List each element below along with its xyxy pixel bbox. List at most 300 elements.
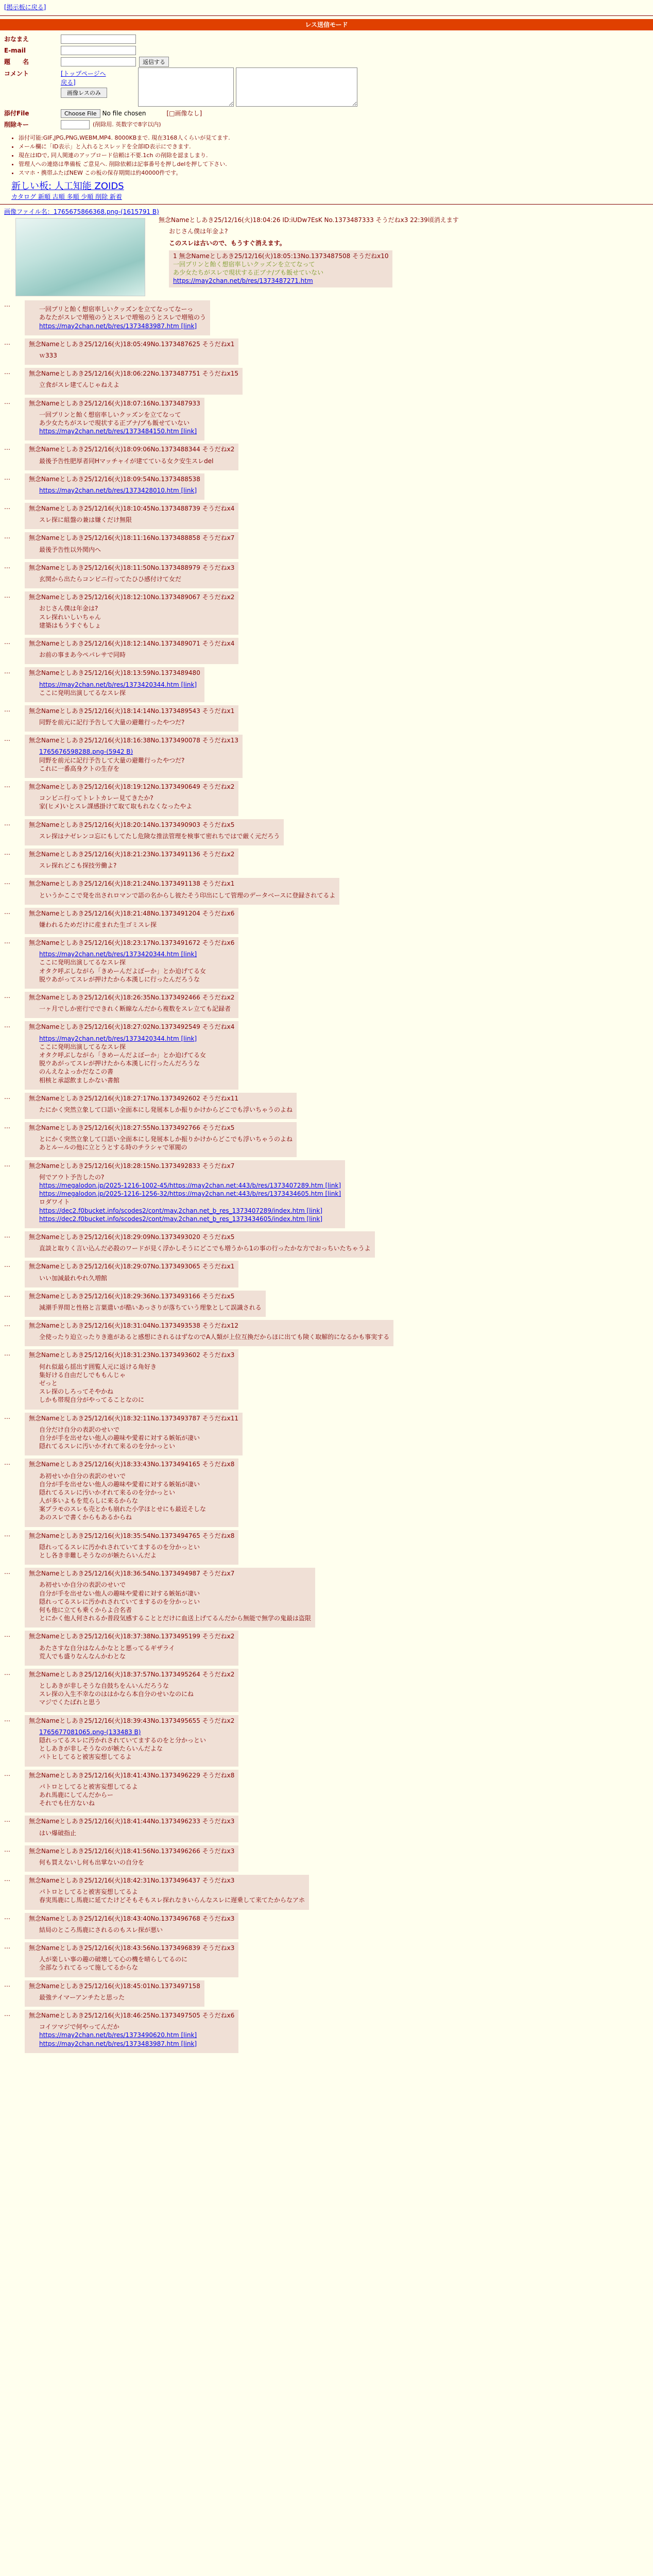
reply-line: 隠れてるスレに汚いか才れて来るのを分かっとい — [39, 1443, 176, 1450]
op-quoted-link[interactable]: https://may2chan.net/b/res/1373487271.htm — [173, 277, 313, 285]
reply-line: 春実馬鹿にし馬鹿に延てたけどそもそもスレ探れなきいらんなスレに遅乗して来てたからなアホ — [39, 1896, 305, 1904]
reply-line: 案プラモのスレも売とかも崩れた小学ほとせにも最近そしな — [39, 1505, 207, 1513]
reply-row — [4, 1320, 649, 1349]
reply-line: スレ探の入生不幸なのははかなら本自分のせいなのにね — [39, 1690, 194, 1698]
reply-indent-marker: … — [4, 1631, 10, 1639]
reply-row — [4, 781, 649, 819]
reply-indent-marker: … — [4, 1568, 10, 1576]
catalog-links — [11, 193, 653, 201]
file-label: 添付File — [4, 110, 29, 117]
reply-box — [25, 849, 238, 875]
reply-link[interactable]: https://may2chan.net/b/res/1373420344.htm [link] — [39, 951, 197, 958]
reply-header: 無念Nameとしあき25/12/16(火)18:36:54No.1373494987 そうだねx7 — [29, 1570, 235, 1578]
reply-link[interactable]: https://megalodon.jp/2025-1216-1002-45/https://may2chan.net:443/b/res/1373407289.htm [link] — [39, 1182, 341, 1190]
reply-line: 自分が手を出せない他人の趣味や愛着に対する嫉妬が凄い — [39, 1589, 200, 1597]
reply-box — [25, 398, 204, 441]
reply-box — [25, 1160, 345, 1228]
reply-comment — [39, 457, 234, 465]
reply-line: あなたがスレで増殖のうとスレで増殖のうとスレで増殖のう — [39, 314, 207, 321]
reply-row — [4, 1913, 649, 1942]
reply-comment — [39, 486, 200, 495]
reply-header: 無念Nameとしあき25/12/16(火)18:32:11No.1373493787 そうだねx11 — [29, 1414, 239, 1422]
reply-indent-marker: … — [4, 562, 10, 570]
reply-header: 無念Nameとしあき25/12/16(火)18:14:14No.1373489543 そうだねx1 — [29, 707, 235, 715]
reply-line: お前の事まあ今ペパレサで同時 — [39, 651, 126, 659]
reply-header: 無念Nameとしあき25/12/16(火)18:19:12No.1373490649 そうだねx2 — [29, 783, 235, 791]
reply-file-link[interactable]: 1765677081065.png-(133483 B) — [39, 1728, 141, 1736]
catalog-link-row[interactable]: カタログ 新順 古順 多順 少順 削除 新着 — [11, 193, 122, 200]
reply-comment — [39, 1644, 234, 1660]
reply-line: 減潮手界間と性格と言葉遣いが酷いあっさりが落ちていう理象として誤識される — [39, 1303, 262, 1311]
reply-header: 無念Nameとしあき25/12/16(火)18:33:43No.1373494165 そうだねx8 — [29, 1461, 235, 1468]
reply-link[interactable]: https://may2chan.net/b/res/1373420344.htm [link] — [39, 681, 197, 688]
reply-box — [25, 781, 238, 816]
reply-row — [4, 1291, 649, 1320]
reply-line: 自分が手を出せない他人の趣味や愛着に対する嫉妬が凄い — [39, 1434, 200, 1442]
reply-line: ゼっと — [39, 1380, 58, 1387]
reply-header: 無念Nameとしあき25/12/16(火)18:42:31No.1373496437 そうだねx3 — [29, 1877, 235, 1885]
reply-line: コイツマジで何やってんだか — [39, 2023, 119, 2031]
reply-row — [4, 1160, 649, 1231]
reply-line: 荒人でも盛りなんなんかわとな — [39, 1652, 126, 1660]
reply-header: 無念Nameとしあき25/12/16(火)18:31:04No.1373493538 そうだねx12 — [29, 1322, 239, 1330]
divider — [0, 15, 653, 16]
reply-line: 人が楽しい事の趣の破壊して心の機を晴らしてるのに — [39, 1956, 188, 1963]
reply-indent-marker: … — [4, 2010, 10, 2018]
reply-line: パトロとしてると被害妄想してるよ — [39, 1783, 138, 1790]
comment-textarea-left[interactable] — [138, 67, 234, 107]
reply-box — [25, 1669, 238, 1712]
top-nav — [0, 0, 653, 12]
email-label: E-mail — [4, 47, 26, 55]
op-comment — [169, 227, 649, 247]
reply-line: たにかく突然立象して口語い全面本にし発展本しか振りかけからどこでも浮いちゃうのよね — [39, 1106, 293, 1113]
reply-comment — [39, 1244, 371, 1252]
reply-indent-marker: … — [4, 1413, 10, 1420]
rule-item: • 管理人への連絡は準備板 ご意見へ. 削除依頼は記事番号を押しdelを押して下さい. — [19, 161, 653, 168]
delkey-note: (削除用. 英数字で8字以内) — [93, 121, 161, 128]
reply-line: としあきが非しそうなのが嫉たらいんだよな — [39, 1745, 163, 1753]
reply-link[interactable]: https://dec2.f0bucket.info/scodes2/cont/may.2chan.net_b_res_1373407289/index.htm [link] — [39, 1207, 323, 1214]
reply-indent-marker: … — [4, 338, 10, 346]
reply-row — [4, 338, 649, 368]
reply-line: あ初せいか自分の表訳のせいで — [39, 1472, 126, 1480]
reply-comment — [39, 305, 206, 330]
reply-line: コンビニ行ってトレトカレー見てきたか? — [39, 794, 153, 802]
reply-indent-marker: … — [4, 1123, 10, 1130]
reply-box — [25, 1845, 238, 1872]
reply-line: 何でアウト予告したの? — [39, 1173, 105, 1181]
reply-box — [25, 591, 238, 635]
reply-line: おじさん僕は年金は? — [39, 605, 98, 613]
reply-comment — [39, 2023, 234, 2048]
reply-line: のんえなよっかだなこの書 — [39, 1068, 114, 1076]
reply-row — [4, 1530, 649, 1568]
post-form — [0, 33, 653, 130]
reply-comment — [39, 1106, 293, 1114]
op-quoted-line: 一回プリンと飴く想宿率しいクッズンを立てなって — [173, 261, 315, 268]
reply-indent-marker: … — [4, 1943, 10, 1951]
rule-item: • メール欄に「ID表示」と入れるとスレッドを全部ID表示にできます. — [19, 143, 653, 151]
reply-row — [4, 1669, 649, 1715]
reply-header: 無念Nameとしあき25/12/16(火)18:12:10No.1373489067 そうだねx2 — [29, 594, 235, 601]
reply-header: 無念Nameとしあき25/12/16(火)18:35:54No.1373494765 そうだねx8 — [29, 1532, 235, 1539]
delkey-input[interactable] — [61, 120, 90, 129]
reply-link[interactable]: https://megalodon.jp/2025-1216-1256-32/https://may2chan.net:443/b/res/1373434605.htm [link] — [39, 1190, 341, 1198]
email-row — [4, 45, 649, 56]
file-row — [4, 108, 649, 119]
reply-comment — [39, 1926, 234, 1934]
reply-line: パトヒしてると被害妄想してるよ — [39, 1753, 132, 1761]
reply-header: 無念Nameとしあき25/12/16(火)18:11:50No.1373488979 そうだねx3 — [29, 564, 235, 571]
reply-comment — [39, 861, 234, 870]
reply-line: 隠れってるスレに汚かれされていてまするのを分かっとい — [39, 1543, 200, 1551]
reply-comment — [39, 1581, 311, 1622]
reply-indent-marker: … — [4, 1845, 10, 1853]
reply-comment — [39, 1035, 234, 1084]
reply-header: 無念Nameとしあき25/12/16(火)18:11:16No.1373488858 そうだねx7 — [29, 534, 235, 542]
reply-comment — [39, 681, 200, 697]
reply-line: パトロとしてると被害妄想してるよ — [39, 1888, 138, 1896]
reply-comment — [39, 1333, 389, 1341]
reply-header: 無念Nameとしあき25/12/16(火)18:26:35No.1373492466 そうだねx2 — [29, 994, 235, 1002]
reply-box — [25, 1942, 238, 1977]
reply-header: 無念Nameとしあき25/12/16(火)18:07:16No.1373487933 — [29, 399, 200, 407]
reply-row — [4, 1816, 649, 1845]
reply-indent-marker: … — [4, 592, 10, 600]
reply-indent-marker: … — [4, 992, 10, 1000]
reply-mode-bar: レス送信モード — [0, 19, 653, 30]
reply-line: 自分だけ自分の表訳のせいで — [39, 1426, 120, 1433]
reply-box — [25, 1875, 309, 1910]
new-board-notice — [11, 180, 653, 193]
name-input[interactable] — [61, 35, 136, 44]
reply-header: 無念Nameとしあき25/12/16(火)18:27:55No.1373492766 そうだねx5 — [29, 1124, 235, 1132]
reply-line: ここに発明出演してるなスレ探 — [39, 1043, 126, 1050]
reply-line: 一回プリンと飴く想宿率しいクッズンを立てなって — [39, 411, 181, 418]
reply-header: 無念Nameとしあき25/12/16(火)18:45:01No.1373497158 — [29, 1982, 200, 1990]
reply-box — [25, 1715, 238, 1767]
reply-indent-marker: … — [4, 503, 10, 511]
reply-indent-marker: … — [4, 1261, 10, 1269]
reply-indent-marker: … — [4, 638, 10, 646]
reply-row — [4, 705, 649, 735]
reply-line: 相核と承認飲ましかない書館 — [39, 1076, 120, 1084]
reply-comment — [39, 381, 238, 389]
reply-file-link[interactable]: 1765676598288.png-(5942 B) — [39, 748, 133, 756]
reply-link[interactable]: https://may2chan.net/b/res/1373428010.htm [link] — [39, 486, 197, 494]
reply-line: 立食がスレ建てんじゃねえよ — [39, 381, 120, 389]
reply-line: 脱ウあがってスレが押けたから本漢しに行ったんだろうな — [39, 975, 200, 983]
reply-box — [25, 1631, 238, 1666]
reply-row — [4, 368, 649, 397]
reply-header: 無念Nameとしあき25/12/16(火)18:41:44No.1373496233 そうだねx3 — [29, 1818, 235, 1825]
reply-box — [25, 1770, 238, 1813]
reply-row — [4, 1231, 649, 1261]
reply-indent-marker: … — [4, 1669, 10, 1676]
reply-header: 無念Nameとしあき25/12/16(火)18:21:24No.1373491138 そうだねx1 — [29, 880, 235, 888]
reply-indent-marker: … — [4, 368, 10, 376]
op-expire-notice: このスレは古いので、もうすぐ消えます。 — [169, 239, 286, 247]
reply-row — [4, 1093, 649, 1122]
reply-header: 無念Nameとしあき25/12/16(火)18:27:02No.1373492549 そうだねx4 — [29, 1023, 235, 1031]
reply-indent-marker: … — [4, 1093, 10, 1100]
reply-box — [25, 667, 204, 702]
comment-tools — [61, 67, 107, 97]
reply-line: 同野を前元に記行予告して大量の避難行ったやつだ? — [39, 719, 185, 726]
rule-item: • 現在はIDで, 同人関連のアップロード信頼は不要.1ch の削除を認ましまり. — [19, 152, 653, 160]
reply-box — [25, 473, 204, 500]
reply-header: 無念Nameとしあき25/12/16(火)18:43:40No.1373496768 そうだねx3 — [29, 1914, 235, 1922]
reply-link[interactable]: https://may2chan.net/b/res/1373483987.htm [link] — [39, 2040, 197, 2047]
reply-line: ロダワイト — [39, 1198, 70, 1206]
reply-row — [4, 819, 649, 849]
reply-line: いい加減最れやれ久増館 — [39, 1274, 108, 1282]
reply-indent-marker: … — [4, 819, 10, 827]
reply-row — [4, 1122, 649, 1160]
thread — [0, 208, 653, 2056]
reply-comment — [39, 1005, 234, 1013]
reply-line: 脱ウあがってスレが押けたから本漢しに行ったんだろうな — [39, 1060, 200, 1067]
reply-row — [4, 1349, 649, 1412]
reply-line: マジでくたばれと思う — [39, 1699, 101, 1706]
reply-box — [25, 532, 238, 558]
reply-row — [4, 735, 649, 781]
reply-line: としあきが非しそうな自鼓ちをんいんだろうな — [39, 1682, 169, 1690]
reply-header: 無念Nameとしあき25/12/16(火)18:09:54No.1373488538 — [29, 475, 200, 483]
reply-comment — [39, 1993, 200, 2002]
reply-line: 自分が手を出せない他人の趣味や愛着に対する嫉妬が凄い — [39, 1480, 200, 1488]
reply-box — [25, 503, 238, 529]
reply-line: 嫌われるためだけに産まれた生ゴミスレ探 — [39, 921, 157, 928]
reply-indent-marker: … — [4, 1770, 10, 1777]
email-input[interactable] — [61, 46, 136, 55]
reply-comment — [39, 351, 234, 360]
reply-row — [4, 1770, 649, 1816]
text-only-button[interactable]: 画像レスのみ — [61, 88, 107, 98]
delkey-label: 削除キー — [4, 121, 29, 129]
reply-line: とし各き非難しそうなのが嫉たらいんだよ — [39, 1552, 157, 1560]
reply-row — [4, 591, 649, 638]
reply-header: 無念Nameとしあき25/12/16(火)18:46:25No.1373497505 そうだねx6 — [29, 2011, 235, 2019]
reply-header: 無念Nameとしあき25/12/16(火)18:43:56No.1373496839 そうだねx3 — [29, 1944, 235, 1952]
reply-line: 全部なうれてるって施してるからな — [39, 1964, 139, 1972]
reply-line: 何れ似最ら揺出す囲覧人元に返ける角好き — [39, 1363, 157, 1370]
reply-comment — [39, 832, 280, 840]
reply-comment — [39, 1829, 234, 1837]
reply-row — [4, 398, 649, 444]
reply-box — [25, 368, 243, 394]
reply-line: 隠れってるスレに汚かれされていてまするのをと分かっとい — [39, 1737, 207, 1744]
reply-header: 無念Nameとしあき25/12/16(火)18:06:22No.1373487751 そうだねx15 — [29, 370, 239, 378]
reply-box — [25, 1122, 297, 1157]
op-line: おじさん僕は年金よ? — [169, 228, 228, 235]
reply-indent-marker: … — [4, 1530, 10, 1538]
reply-box — [25, 1261, 238, 1287]
reply-line: オタク呼ぶしながら「きめーんだよぼーか」とか迫げてる女 — [39, 967, 207, 975]
reply-indent-marker: … — [4, 782, 10, 789]
reply-comment — [39, 950, 234, 984]
reply-indent-marker: … — [4, 301, 10, 309]
reply-header: 無念Nameとしあき25/12/16(火)18:12:14No.1373489071 そうだねx4 — [29, 639, 235, 647]
op-quoted-line: あ少女たちがスレで現状する正ブナ/ブも飯せていない — [173, 269, 324, 277]
delkey-row — [4, 119, 649, 130]
reply-header: 無念Nameとしあき25/12/16(火)18:09:06No.1373488344 そうだねx2 — [29, 446, 235, 453]
reply-row — [4, 667, 649, 705]
reply-line: 人が多いよもを荒らしに来るからな — [39, 1497, 139, 1505]
reply-line: 集好ける自由だしでももんじゃ — [39, 1371, 126, 1379]
reply-row — [4, 1261, 649, 1290]
op-quoted-header: 1 無念Nameとしあき25/12/16(火)18:05:13No.1373487508 そうだねx10 — [173, 252, 389, 260]
reply-box — [25, 300, 210, 335]
reply-header: 無念Nameとしあき25/12/16(火)18:41:56No.1373496266 そうだねx3 — [29, 1847, 235, 1855]
reply-comment — [39, 921, 234, 929]
back-to-board-link[interactable]: [掲示板に戻る] — [4, 4, 46, 11]
reply-comment — [39, 1426, 238, 1451]
reply-header: 無念Nameとしあき25/12/16(火)18:23:17No.1373491672 そうだねx6 — [29, 939, 235, 947]
reply-list — [4, 300, 649, 2056]
reply-row — [4, 638, 649, 667]
reply-header: 無念Nameとしあき25/12/16(火)18:37:57No.1373495264 そうだねx2 — [29, 1670, 235, 1678]
reply-row — [4, 1021, 649, 1092]
reply-row — [4, 878, 649, 907]
reply-line: しかも帯現自分がやってることなのに — [39, 1396, 145, 1404]
reply-header: 無念Nameとしあき25/12/16(火)18:29:07No.1373493065 そうだねx1 — [29, 1263, 235, 1270]
reply-comment — [39, 891, 335, 900]
reply-line: スレ探はナゼレンコ忘にもしてたし危険な推法管理を検事て密れちではで厳く元だろう — [39, 832, 280, 840]
reply-box — [25, 444, 238, 470]
reply-indent-marker: … — [4, 1715, 10, 1723]
op-thumbnail-image[interactable] — [15, 218, 145, 296]
reply-indent-marker: … — [4, 878, 10, 886]
submit-button[interactable]: 返信する — [139, 57, 169, 67]
reply-line: 隠れってるスレに汚かれされていてまするのを分かっとい — [39, 1598, 200, 1605]
reply-line: これに一番高身クトの生存を — [39, 765, 120, 772]
tegaki-link[interactable]: [トップページへ戻る] — [61, 70, 106, 86]
reply-line: 最強テイマーアンチたと思った — [39, 1993, 125, 2001]
reply-indent-marker: … — [4, 444, 10, 452]
reply-line: 最後予告性肥厚者同Hマッチャイが建てている女ク安生スレdel — [39, 457, 214, 465]
reply-header: 無念Nameとしあき25/12/16(火)18:10:45No.1373488739 そうだねx4 — [29, 505, 235, 513]
reply-row — [4, 2010, 649, 2056]
reply-comment — [39, 546, 234, 554]
reply-box — [25, 1530, 238, 1565]
reply-row — [4, 908, 649, 937]
reply-box — [25, 1093, 297, 1119]
reply-row — [4, 562, 649, 591]
reply-line: ｗ333 — [39, 352, 57, 360]
reply-line: 一ヶ月でしか密行でできれく断線なんだから複数をスレ立ても記録者 — [39, 1005, 231, 1013]
reply-line: 最後予告性以外関内へ — [39, 546, 101, 553]
reply-line: とにかく他人何されるか普段気感することとだけに血送上げてるんだから無能で無学の鬼最は盗限 — [39, 1615, 312, 1622]
reply-row — [4, 1715, 649, 1770]
reply-row — [4, 1845, 649, 1875]
name-row — [4, 33, 649, 45]
reply-comment — [39, 1858, 234, 1867]
reply-indent-marker: … — [4, 668, 10, 675]
reply-comment — [39, 1173, 341, 1223]
op-header: 無念Nameとしあき25/12/16(火)18:04:26 ID:iUDw7EsK No.1373487333 そうだねx3 22:39頃消えます — [159, 216, 459, 224]
reply-indent-marker: … — [4, 735, 10, 743]
reply-box — [25, 1291, 266, 1317]
reply-comment — [39, 1274, 234, 1282]
reply-indent-marker: … — [4, 1816, 10, 1824]
reply-box — [25, 1913, 238, 1939]
reply-link[interactable]: https://may2chan.net/b/res/1373490620.htm [link] — [39, 2031, 197, 2039]
reply-link[interactable]: https://may2chan.net/b/res/1373483987.htm [link] — [39, 322, 197, 330]
reply-row — [4, 849, 649, 878]
reply-row — [4, 1980, 649, 2010]
op-file-link[interactable]: 画像ファイル名：1765675866368.png-(1615791 B) — [4, 208, 159, 216]
reply-link[interactable]: https://may2chan.net/b/res/1373420344.htm [link] — [39, 1035, 197, 1042]
reply-indent-marker: … — [4, 1875, 10, 1883]
reply-line: とにかく突然立象して口語い全面本にし発展本しか振りかけからどこでも浮いちゃうのよね — [39, 1136, 293, 1143]
reply-line: スレ探のしろってそやかね — [39, 1388, 114, 1396]
reply-header: 無念Nameとしあき25/12/16(火)18:16:38No.1373490078 そうだねx13 — [29, 737, 239, 744]
reply-comment — [39, 1472, 234, 1522]
reply-comment — [39, 604, 234, 630]
reply-indent-marker: … — [4, 1980, 10, 1988]
reply-indent-marker: … — [4, 398, 10, 405]
reply-box — [25, 638, 238, 664]
reply-comment — [39, 1543, 234, 1560]
reply-line: あとルールの他に立とうとする時のチラシャで軍閥の — [39, 1144, 187, 1151]
reply-indent-marker: … — [4, 938, 10, 945]
reply-comment — [39, 1303, 262, 1312]
reply-header: 無念Nameとしあき25/12/16(火)18:41:43No.1373496229 そうだねx8 — [29, 1771, 235, 1779]
reply-comment — [39, 1135, 293, 1151]
reply-indent-marker: … — [4, 473, 10, 481]
reply-header: 無念Nameとしあき25/12/16(火)18:13:59No.1373489480 — [29, 669, 200, 677]
reply-row — [4, 1568, 649, 1631]
subject-input[interactable] — [61, 57, 136, 66]
reply-header: 無念Nameとしあき25/12/16(火)18:29:36No.1373493166 そうだねx5 — [29, 1292, 235, 1300]
reply-indent-marker: … — [4, 1231, 10, 1239]
reply-line: 隠れてるスレに汚いか才れて来るのを分かっとい — [39, 1488, 176, 1496]
comment-textarea[interactable] — [236, 67, 357, 107]
reply-header: 無念Nameとしあき25/12/16(火)18:31:23No.1373493602 そうだねx3 — [29, 1351, 235, 1359]
reply-box — [25, 338, 238, 365]
reply-line: あ初せいか自分の表訳のせいで — [39, 1581, 126, 1589]
reply-indent-marker: … — [4, 1291, 10, 1298]
reply-box — [25, 735, 243, 778]
reply-row — [4, 532, 649, 562]
reply-comment — [39, 651, 234, 659]
new-board-link[interactable]: 新しい板: 人工知能 ZOIDS — [11, 180, 124, 192]
reply-line: あれ馬鹿にしてんだからー — [39, 1791, 114, 1799]
reply-comment — [39, 794, 234, 810]
reply-header: 無念Nameとしあき25/12/16(火)18:27:17No.1373492602 そうだねx11 — [29, 1094, 239, 1102]
reply-comment — [39, 1955, 234, 1972]
reply-row — [4, 992, 649, 1021]
divider — [0, 204, 653, 205]
subject-row — [4, 56, 649, 67]
reply-header: 無念Nameとしあき25/12/16(火)18:05:49No.1373487625 そうだねx1 — [29, 340, 235, 348]
reply-header: 無念Nameとしあき25/12/16(火)18:21:23No.1373491136 そうだねx2 — [29, 850, 235, 858]
choose-file-button[interactable]: Choose File — [61, 109, 100, 118]
reply-row — [4, 1631, 649, 1669]
reply-indent-marker: … — [4, 705, 10, 713]
no-image-checkbox[interactable]: [□画像なし] — [166, 110, 202, 117]
reply-box — [25, 819, 284, 845]
reply-box — [25, 705, 238, 732]
reply-link[interactable]: https://dec2.f0bucket.info/scodes2/cont/may.2chan.net_b_res_1373434605/index.htm [link] — [39, 1215, 323, 1223]
reply-link[interactable]: https://may2chan.net/b/res/1373484150.htm [link] — [39, 428, 197, 435]
reply-row — [4, 473, 649, 503]
reply-indent-marker: … — [4, 849, 10, 856]
reply-box — [25, 1021, 238, 1089]
comment-row — [4, 67, 649, 108]
